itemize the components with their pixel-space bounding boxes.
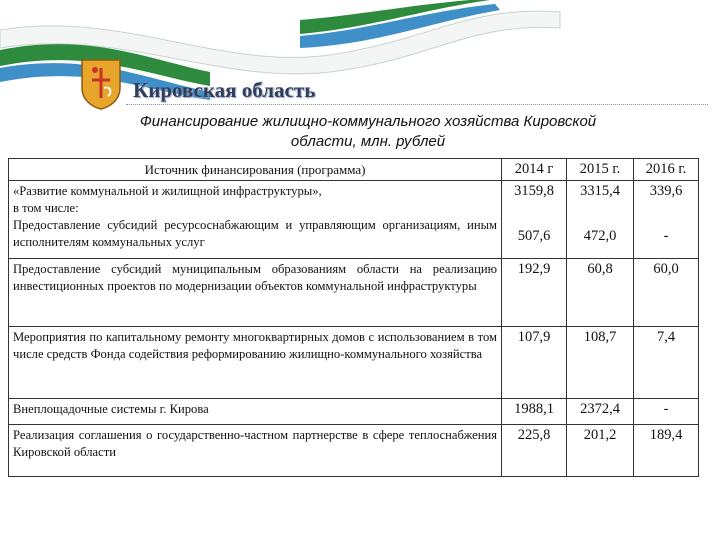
table-row <box>9 327 699 399</box>
row1-2015-total: 3315,4 <box>580 183 620 199</box>
row5-2016: 189,4 <box>634 425 699 477</box>
row3-source: Мероприятия по капитальному ремонту многоквартирных домов с использованием в том числе средств Фонда содействия реформированию жилищно-коммунального хозяйства <box>9 327 502 399</box>
table-header-row <box>9 159 699 181</box>
row2-2015: 60,8 <box>567 259 634 327</box>
page-title-line1: Финансирование жилищно-коммунального хозяйства Кировской <box>139 113 597 130</box>
row5-source: Реализация соглашения о государственно-частном партнерстве в сфере теплоснабжения Кировской области <box>9 425 502 477</box>
row1-2014-sub: 507,6 <box>517 228 551 244</box>
row1-2016-total: 339,6 <box>649 183 683 199</box>
row1-2014 <box>502 181 567 259</box>
row5-2014: 225,8 <box>502 425 567 477</box>
region-name: Кировская область <box>133 78 316 102</box>
row4-2014: 1988,1 <box>502 399 567 425</box>
row2-source: Предоставление субсидий муниципальным образованиям области на реализацию инвестиционных проектов по модернизации объектов коммунальной инфраструктуры <box>9 259 502 327</box>
table-row <box>9 259 699 327</box>
row1-subtitle: в том числе: <box>13 201 79 215</box>
row5-2015: 201,2 <box>567 425 634 477</box>
table-row <box>9 425 699 477</box>
header-source: Источник финансирования (программа) <box>9 159 502 181</box>
row3-2016: 7,4 <box>634 327 699 399</box>
kirov-coat-of-arms-icon <box>80 58 122 110</box>
page-title <box>60 112 676 152</box>
row1-subitem-text: Предоставление субсидий ресурсоснабжающим и управляющим организациям, иным исполнителям коммунальных услуг <box>13 218 497 249</box>
row3-2014: 107,9 <box>502 327 567 399</box>
row2-2014: 192,9 <box>502 259 567 327</box>
row3-2015: 108,7 <box>567 327 634 399</box>
header-2016: 2016 г. <box>634 159 699 181</box>
row1-title: «Развитие коммунальной и жилищной инфраструктуры», <box>13 184 322 198</box>
row1-2015-sub: 472,0 <box>583 228 617 244</box>
row1-2016 <box>634 181 699 259</box>
header-divider <box>126 104 708 105</box>
header-2015: 2015 г. <box>567 159 634 181</box>
row1-2014-total: 3159,8 <box>514 183 554 199</box>
row2-2016: 60,0 <box>634 259 699 327</box>
financing-table <box>8 158 699 477</box>
page-title-line2: области, млн. рублей <box>290 133 446 150</box>
row4-source: Внеплощадочные системы г. Кирова <box>9 399 502 425</box>
row1-2015 <box>567 181 634 259</box>
table-row <box>9 399 699 425</box>
row4-2016: - <box>634 399 699 425</box>
row1-2016-sub: - <box>663 228 669 244</box>
table-row <box>9 181 699 259</box>
row4-2015: 2372,4 <box>567 399 634 425</box>
row1-source <box>9 181 502 259</box>
header-2014: 2014 г <box>502 159 567 181</box>
